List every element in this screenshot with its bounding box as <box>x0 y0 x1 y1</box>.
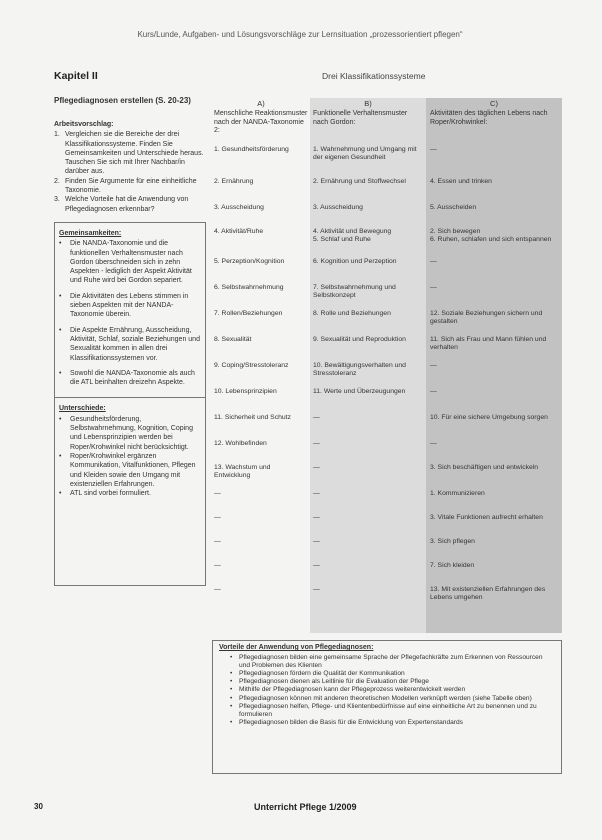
column-header-c: C) <box>490 99 498 108</box>
list-item: • Gesundheitsförderung, Selbstwahrnehmung, Kognition, Coping und Lebensprinzipien werden bei Roper/Krohwinkel nicht berücksichtigt. <box>59 415 193 451</box>
classification-table <box>212 98 562 633</box>
list-item: • Die Aktivitäten des Lebens stimmen in sieben Aspekten mit der NANDA-Taxonomie überein. <box>59 292 189 319</box>
table-cell-a: 11. Sicherheit und Schutz <box>214 414 291 421</box>
table-cell-c: 4. Essen und trinken <box>430 178 492 185</box>
table-cell-c: 5. Ausscheiden <box>430 204 477 211</box>
similarities-list <box>59 239 201 387</box>
table-cell-b: 2. Ernährung und Stoffwechsel <box>313 178 406 185</box>
table-cell-a: 13. Wachstum und Entwicklung <box>214 464 271 480</box>
table-cell-a: 8. Sexualität <box>214 336 252 343</box>
list-item: • Roper/Krohwinkel ergänzen Kommunikation, Vitalfunktionen, Pflegen und Kleiden sowie den Umgang mit existenziellen Erfahrungen. <box>59 452 196 488</box>
list-item: • Sowohl die NANDA-Taxonomie als auch die ATL beinhalten dreizehn Aspekte. <box>59 369 195 387</box>
table-cell-c: — <box>430 388 437 395</box>
running-header: Kurs/Lunde, Aufgaben- und Lösungsvorschläge zur Lernsituation „prozessorientiert pflegen“ <box>137 30 463 39</box>
list-item: • Pflegediagnosen bilden eine gemeinsame Sprache der Pflegefachkräfte zum Erkennen von Ressourcen und Problemen des Klienten <box>239 654 555 670</box>
section-title: Drei Klassifikationssysteme <box>322 71 426 81</box>
publication-footer: Unterricht Pflege 1/2009 <box>254 802 357 812</box>
list-item: • Pflegediagnosen fördern die Qualität der Kommunikation <box>239 670 555 678</box>
differences-box <box>54 398 206 586</box>
list-item: • Pflegediagnosen helfen, Pflege- und Klientenbedürfnisse auf eine einheitliche Art zu benennen und zu formulieren <box>239 703 555 719</box>
sidebar <box>54 96 206 586</box>
sidebar-heading: Pflegediagnosen erstellen (S. 20-23) <box>54 96 191 105</box>
similarities-heading: Gemeinsamkeiten: <box>59 229 122 237</box>
table-cell-b: 1. Wahrnehmung und Umgang mit der eigenen Gesundheit <box>313 146 417 162</box>
table-cell-c: 10. Für eine sichere Umgebung sorgen <box>430 414 548 421</box>
column-header-a: A) <box>257 99 265 108</box>
table-cell-c: — <box>430 440 437 447</box>
work-heading: Arbeitsvorschlag: <box>54 121 114 128</box>
list-item: • Pflegediagnosen dienen als Leitlinie für die Evaluation der Pflege <box>239 678 555 686</box>
similarities-box <box>54 222 206 398</box>
table-cell-c: — <box>430 258 437 265</box>
table-cell-b: 8. Rolle und Beziehungen <box>313 310 391 317</box>
column-description-b: Funktionelle Verhaltensmuster nach Gordon: <box>313 110 408 126</box>
table-cell-c: 2. Sich bewegen 6. Ruhen, schlafen und sich entspannen <box>430 228 552 244</box>
list-item: • Pflegediagnosen bilden die Basis für die Entwicklung von Expertenstandards <box>239 719 555 727</box>
table-cell-c: 12. Soziale Beziehungen sichern und gestalten <box>430 310 543 326</box>
table-cell-b: 11. Werte und Überzeugungen <box>313 388 406 395</box>
column-description-a: Menschliche Reaktionsmuster nach der NANDA-Taxonomie 2: <box>214 110 308 134</box>
table-cell-a: — <box>214 490 221 497</box>
work-item: 1. Vergleichen sie die Bereiche der drei Klassifikationssysteme. Finden Sie Gemeinsamkeiten und Unterschiede heraus. Tauschen Sie sich mit Ihrer Nachbar/in darüber aus. <box>54 131 204 176</box>
table-cell-b: — <box>313 514 320 521</box>
table-cell-b: — <box>313 490 320 497</box>
table-cell-b: 3. Ausscheidung <box>313 204 363 211</box>
table-cell-a: 12. Wohlbefinden <box>214 440 267 447</box>
chapter-title: Kapitel II <box>54 70 98 82</box>
table-cell-a: — <box>214 586 221 593</box>
table-cell-a: 1. Gesundheitsförderung <box>214 146 289 153</box>
table-cell-c: 1. Kommunizieren <box>430 490 485 497</box>
list-item: • Die Aspekte Ernährung, Ausscheidung, Aktivität, Schlaf, soziale Beziehungen und Sexualität kommen in allen drei Klassifikationssystemen vor. <box>59 326 200 362</box>
table-cell-a: 5. Perzeption/Kognition <box>214 258 285 265</box>
table-cell-c: 13. Mit existenziellen Erfahrungen des Lebens umgehen <box>430 586 546 602</box>
table-cell-b: 4. Aktivität und Bewegung 5. Schlaf und Ruhe <box>313 228 392 244</box>
table-cell-c: 3. Sich pflegen <box>430 538 475 545</box>
table-cell-c: 3. Sich beschäftigen und entwickeln <box>430 464 539 471</box>
table-cell-c: 11. Sich als Frau und Mann fühlen und verhalten <box>430 336 547 352</box>
table-cell-a: 10. Lebensprinzipien <box>214 388 277 395</box>
table-cell-a: — <box>214 562 221 569</box>
list-item: • ATL sind vorbei formuliert. <box>59 490 151 498</box>
table-cell-b: — <box>313 586 320 593</box>
work-item: 3. Welche Vorteile hat die Anwendung von Pflegediagnosen erkennbar? <box>54 196 189 213</box>
work-list <box>54 130 206 214</box>
differences-list <box>59 415 201 499</box>
list-item: • Die NANDA-Taxonomie und die funktionellen Verhaltensmuster nach Gordon überschneiden sich in zehn Aspekten - lediglich der Aspekt Aktivität und Ruhe wird bei Gordon separiert. <box>59 240 192 285</box>
table-cell-c: 3. Vitale Funktionen aufrecht erhalten <box>430 514 543 521</box>
table-cell-a: 2. Ernährung <box>214 178 254 185</box>
table-cell-c: 7. Sich kleiden <box>430 562 475 569</box>
table-cell-a: 4. Aktivität/Ruhe <box>214 228 264 235</box>
table-cell-b: 10. Bewältigungsverhalten und Stresstoleranz <box>313 362 406 378</box>
list-item: • Pflegediagnosen können mit anderen theoretischen Modellen verknüpft werden (siehe Tabelle oben) <box>239 695 555 703</box>
table-cell-a: — <box>214 514 221 521</box>
work-item: 2. Finden Sie Argumente für eine einheitliche Taxonomie. <box>54 177 197 195</box>
table-cell-a: 9. Coping/Stresstoleranz <box>214 362 289 369</box>
table-cell-a: 3. Ausscheidung <box>214 204 264 211</box>
table-cell-c: — <box>430 146 437 153</box>
table-cell-b: 7. Selbstwahrnehmung und Selbstkonzept <box>313 284 396 300</box>
table-cell-b: — <box>313 464 320 471</box>
differences-heading: Unterschiede: <box>59 405 106 413</box>
table-cell-b: — <box>313 414 320 421</box>
advantages-box <box>212 640 562 774</box>
table-cell-b: — <box>313 440 320 447</box>
table-cell-b: 9. Sexualität und Reproduktion <box>313 336 406 343</box>
page-number: 30 <box>34 802 43 811</box>
table-cell-b: — <box>313 562 320 569</box>
table-cell-a: 6. Selbstwahrnehmung <box>214 284 284 291</box>
table-cell-a: — <box>214 538 221 545</box>
column-header-b: B) <box>364 99 372 108</box>
column-description-c: Aktivitäten des täglichen Lebens nach Roper/Krohwinkel: <box>430 110 548 126</box>
table-cell-b: — <box>313 538 320 545</box>
advantages-title: Vorteile der Anwendung von Pflegediagnosen: <box>219 644 374 651</box>
table-cell-a: 7. Rollen/Beziehungen <box>214 310 283 317</box>
table-cell-c: — <box>430 362 437 369</box>
table-cell-c: — <box>430 284 437 291</box>
list-item: • Mithilfe der Pflegediagnosen kann der Pflegeprozess weiterentwickelt werden <box>239 686 555 694</box>
advantages-list <box>219 654 555 727</box>
table-cell-b: 6. Kognition und Perzeption <box>313 258 397 265</box>
